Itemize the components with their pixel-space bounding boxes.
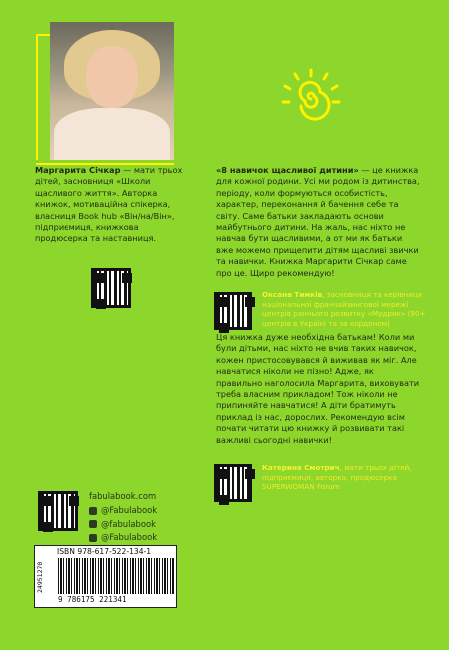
author-name: Маргарита Січкар	[35, 165, 121, 175]
review1-qr-code[interactable]	[214, 292, 252, 330]
instagram-link[interactable]: @fabulabook	[101, 518, 156, 529]
isbn: ISBN 978-617-522-134-1	[57, 547, 152, 556]
barcode-bars	[58, 558, 174, 594]
review2-qr-code[interactable]	[214, 464, 252, 502]
review1	[262, 290, 426, 328]
book-description	[216, 165, 422, 279]
book-description-text: — це книжка для кожної родини. Усі ми родом із дитинства, періоду, коли формуються особистість, характер, переконання й бачення себе та світу. Саме батьки закладають основи майбутнього дитини. На жаль, нас ніхто не навчав бути щасливими, а от ми як батьки вже можемо прищепити дітям щасливі звички та навички. Книжка Маргарити Січкар саме про це. Щиро рекомендую!	[216, 165, 420, 278]
instagram-icon	[89, 520, 97, 528]
review2	[262, 463, 426, 492]
site-link[interactable]: fabulabook.com	[89, 491, 157, 501]
barcode-side-number: 24951270	[36, 561, 44, 594]
sun-spiral-icon	[279, 66, 343, 130]
author-photo	[50, 22, 174, 160]
author-bio	[35, 165, 185, 245]
review2-quote-text: Ця книжка дуже необхідна батькам! Коли ми були дітьми, нас ніхто не вчив таких навичок, кожен пристосовувався й виживав як міг. Але навчатися ніколи не пізно! Адже, як правильно наголосила Маргарита, виховувати треба власним прикладом! Тож ніколи не припиняйте навчатися! А діти братимуть приклад із нас, дорослих. Рекомендую всім почати читати цю книжку й розвивати такі важливі сьогодні навички!	[216, 332, 420, 445]
telegram-icon	[89, 534, 97, 542]
author-bio-text: — мати трьох дітей, засновниця «Школи щасливого життя». Авторка книжок, мотиваційна спікерка, власниця Book hub «Він/на/Він», підприємиця, книжкова продюсерка та наставниця.	[35, 165, 183, 244]
barcode-number: 9 786175 221341	[58, 595, 127, 604]
review2-quote	[216, 332, 422, 446]
review2-text: , мати трьох дітей, підприємиця, авторка, продюсерка SUPERWOMAN Forum	[262, 463, 412, 492]
review1-name: Оксана Тимків	[262, 290, 323, 299]
social-links	[89, 490, 157, 545]
site-qr-code[interactable]	[38, 491, 78, 531]
bio-qr-code[interactable]	[91, 268, 131, 308]
review2-name: Катерина Смотрич	[262, 463, 340, 472]
telegram-link[interactable]: @Fabulabook	[101, 532, 158, 543]
facebook-icon	[89, 507, 97, 515]
facebook-link[interactable]: @Fabulabook	[101, 504, 158, 515]
review1-text: , засновниця та керівниця національної франчайзингової мережі центрів раннього розвитку «Мудрик» (90+ центрів в Україні та за кордоном)	[262, 290, 426, 328]
book-title: «8 навичок щасливої дитини»	[216, 165, 359, 175]
